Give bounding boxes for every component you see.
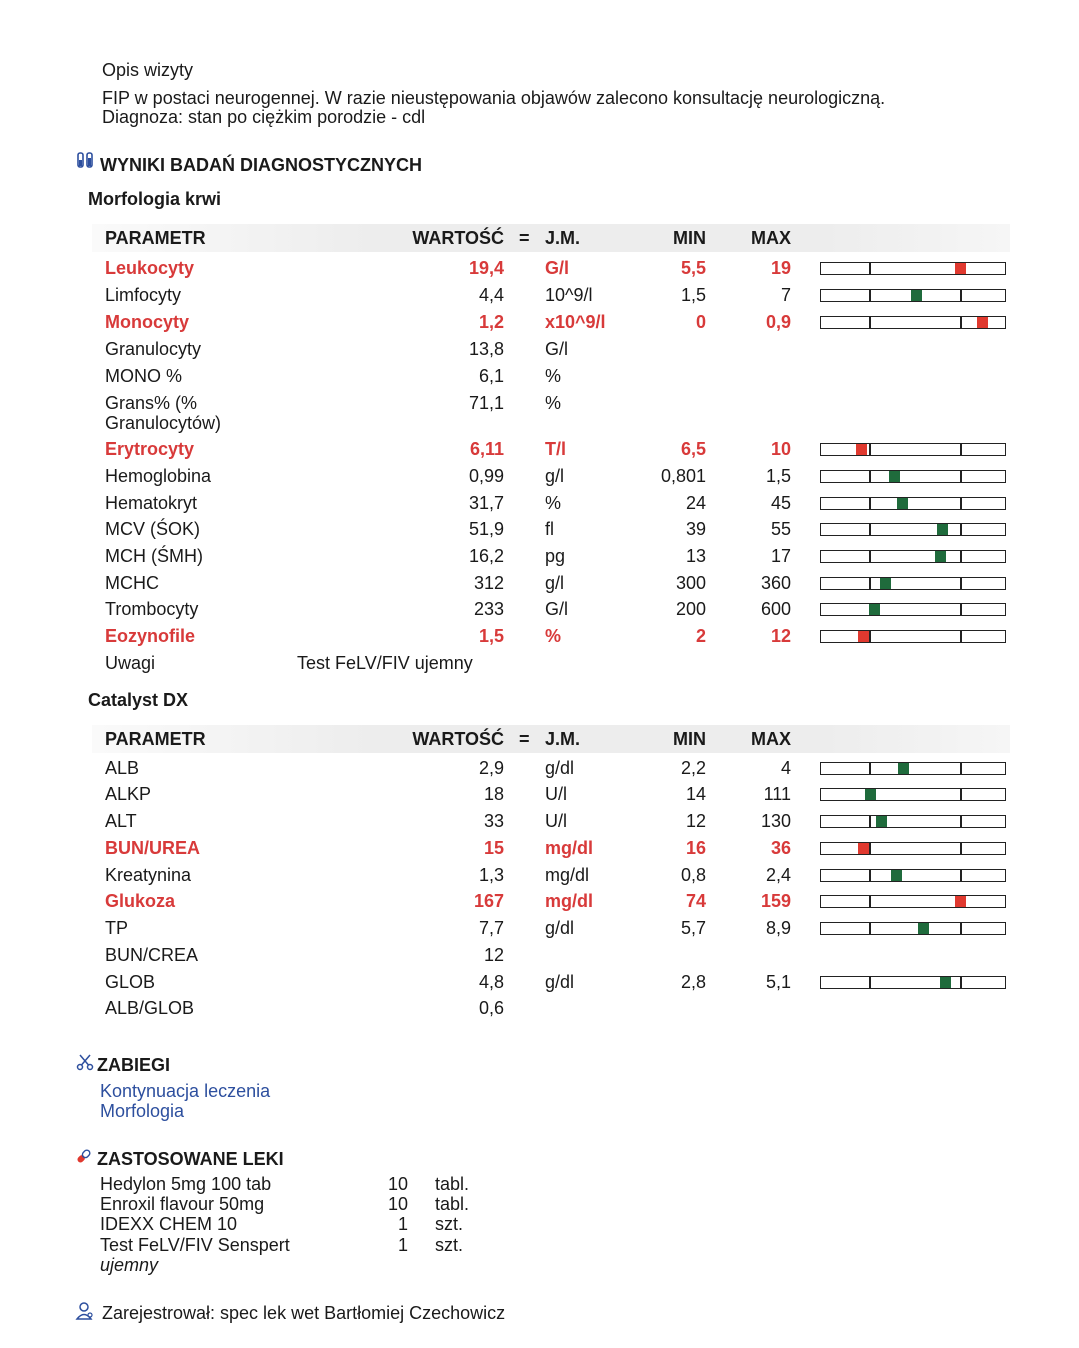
range-bar-divider — [869, 471, 871, 482]
param-name: ALT — [105, 811, 137, 831]
visit-diagnosis: Diagnoza: stan po ciężkim porodzie - cdl — [102, 107, 426, 127]
param-value: 33 — [483, 811, 504, 831]
range-bar-divider — [869, 816, 871, 827]
param-max: 5,1 — [765, 972, 791, 992]
param-value: 16,2 — [468, 546, 504, 566]
doctor-icon — [75, 1301, 95, 1321]
range-bar-divider — [869, 896, 871, 907]
range-bar-marker — [876, 816, 887, 827]
param-unit: G/l — [545, 258, 570, 278]
param-value: 71,1 — [468, 393, 504, 413]
range-bar — [820, 497, 1006, 510]
param-min: 24 — [685, 493, 706, 513]
param-max: 7 — [780, 285, 791, 305]
param-value: 18 — [483, 784, 504, 804]
param-min: 2,8 — [680, 972, 706, 992]
range-bar-divider — [960, 290, 962, 301]
param-min: 0,801 — [660, 466, 706, 486]
param-name: Monocyty — [105, 312, 190, 332]
range-bar-divider — [869, 551, 871, 562]
param-name: Hematokryt — [105, 493, 198, 513]
param-min: 74 — [685, 891, 706, 911]
param-min: 5,5 — [680, 258, 706, 278]
param-min: 12 — [685, 811, 706, 831]
header-param: PARAMETR — [105, 228, 206, 248]
range-bar-marker — [977, 317, 988, 328]
range-bar-divider — [960, 551, 962, 562]
param-min: 2 — [695, 626, 706, 646]
header-unit: J.M. — [545, 729, 581, 749]
range-bar-divider — [960, 789, 962, 800]
param-max: 360 — [760, 573, 791, 593]
param-name: BUN/UREA — [105, 838, 201, 858]
range-bar — [820, 289, 1006, 302]
range-bar-divider — [960, 578, 962, 589]
param-value: 0,6 — [478, 998, 504, 1018]
param-name: Erytrocyty — [105, 439, 195, 459]
visit-description: FIP w postaci neurogennej. W razie nieustępowania objawów zalecono konsultację neurologiczną. — [102, 88, 886, 108]
param-unit: U/l — [545, 784, 567, 804]
param-min: 300 — [675, 573, 706, 593]
param-name: Limfocyty — [105, 285, 182, 305]
param-min: 1,5 — [680, 285, 706, 305]
param-name: Granulocyty — [105, 339, 202, 359]
range-bar-marker — [891, 870, 902, 881]
param-max: 55 — [770, 519, 791, 539]
range-bar — [820, 630, 1006, 643]
range-bar — [820, 550, 1006, 563]
range-bar — [820, 262, 1006, 275]
header-eq: = — [519, 729, 530, 749]
range-bar — [820, 976, 1006, 989]
param-name: Eozynofile — [105, 626, 196, 646]
param-name-cont: Granulocytów) — [105, 413, 222, 433]
range-bar — [820, 922, 1006, 935]
range-bar-divider — [869, 263, 871, 274]
param-unit: T/l — [545, 439, 566, 459]
param-max: 2,4 — [765, 865, 791, 885]
param-unit: g/l — [545, 573, 565, 593]
param-name: BUN/CREA — [105, 945, 199, 965]
range-bar — [820, 603, 1006, 616]
header-min: MIN — [673, 228, 706, 248]
param-unit: % — [545, 493, 562, 513]
param-unit: x10^9/l — [545, 312, 606, 332]
range-bar-divider — [960, 471, 962, 482]
morfologia-title: Morfologia krwi — [88, 189, 222, 209]
param-value: 1,5 — [478, 626, 504, 646]
header-unit: J.M. — [545, 228, 581, 248]
header-max: MAX — [751, 228, 791, 248]
param-unit: pg — [545, 546, 566, 566]
param-min: 5,7 — [680, 918, 706, 938]
param-max: 10 — [770, 439, 791, 459]
drug-unit: szt. — [435, 1235, 464, 1255]
drug-name: Hedylon 5mg 100 tab — [100, 1174, 272, 1194]
param-min: 39 — [685, 519, 706, 539]
range-bar — [820, 842, 1006, 855]
param-max: 0,9 — [765, 312, 791, 332]
drugs-title: ZASTOSOWANE LEKI — [97, 1149, 284, 1169]
param-name: MCHC — [105, 573, 159, 593]
param-name: MCV (ŚOK) — [105, 519, 201, 539]
range-bar-divider — [960, 977, 962, 988]
drug-name: Test FeLV/FIV Senspert — [100, 1235, 290, 1255]
procedure-item: Kontynuacja leczenia — [100, 1081, 271, 1101]
header-eq: = — [519, 228, 530, 248]
drug-note: ujemny — [100, 1255, 159, 1275]
range-bar-marker — [955, 896, 966, 907]
range-bar-marker — [858, 843, 869, 854]
param-max: 12 — [770, 626, 791, 646]
param-unit: % — [545, 626, 562, 646]
drug-unit: tabl. — [435, 1194, 470, 1214]
param-name: Glukoza — [105, 891, 176, 911]
param-max: 36 — [770, 838, 791, 858]
range-bar-divider — [960, 604, 962, 615]
range-bar — [820, 869, 1006, 882]
param-unit: G/l — [545, 599, 569, 619]
param-min: 6,5 — [680, 439, 706, 459]
param-value: 4,8 — [478, 972, 504, 992]
header-param: PARAMETR — [105, 729, 206, 749]
param-name: GLOB — [105, 972, 156, 992]
catalyst-table-header — [0, 729, 1079, 751]
catalyst-title: Catalyst DX — [88, 690, 189, 710]
range-bar-divider — [869, 578, 871, 589]
param-name: MONO % — [105, 366, 183, 386]
param-unit: 10^9/l — [545, 285, 593, 305]
param-value: 13,8 — [468, 339, 504, 359]
range-bar-marker — [889, 471, 900, 482]
range-bar-marker — [880, 578, 891, 589]
range-bar-divider — [869, 923, 871, 934]
notes-label: Uwagi — [105, 653, 156, 673]
range-bar-divider — [869, 290, 871, 301]
drug-qty: 10 — [387, 1194, 408, 1214]
range-bar-divider — [869, 843, 871, 854]
param-unit: g/dl — [545, 972, 575, 992]
param-unit: U/l — [545, 811, 567, 831]
range-bar-divider — [960, 317, 962, 328]
param-max: 45 — [770, 493, 791, 513]
range-bar-marker — [858, 631, 869, 642]
param-value: 0,99 — [468, 466, 504, 486]
drug-name: IDEXX CHEM 10 — [100, 1214, 238, 1234]
param-value: 31,7 — [468, 493, 504, 513]
param-value: 19,4 — [468, 258, 504, 278]
range-bar — [820, 815, 1006, 828]
range-bar-divider — [869, 870, 871, 881]
range-bar — [820, 316, 1006, 329]
param-name: Trombocyty — [105, 599, 199, 619]
param-unit: G/l — [545, 339, 569, 359]
param-max: 19 — [770, 258, 791, 278]
param-name: Leukocyty — [105, 258, 195, 278]
scissors-icon — [76, 1053, 94, 1071]
param-min: 16 — [685, 838, 706, 858]
visit-title: Opis wizyty — [102, 60, 194, 80]
drug-qty: 1 — [397, 1235, 408, 1255]
header-value: WARTOŚĆ — [412, 729, 504, 749]
header-max: MAX — [751, 729, 791, 749]
range-bar-divider — [960, 843, 962, 854]
range-bar — [820, 577, 1006, 590]
range-bar — [820, 762, 1006, 775]
range-bar-marker — [918, 923, 929, 934]
param-unit: % — [545, 393, 562, 413]
range-bar-divider — [869, 317, 871, 328]
param-max: 1,5 — [765, 466, 791, 486]
param-value: 6,11 — [469, 439, 504, 459]
param-value: 2,9 — [478, 758, 504, 778]
range-bar-divider — [869, 498, 871, 509]
pill-icon — [75, 1147, 93, 1165]
range-bar-divider — [960, 631, 962, 642]
range-bar-divider — [960, 923, 962, 934]
param-name: TP — [105, 918, 129, 938]
param-name: MCH (ŚMH) — [105, 546, 203, 566]
param-min: 13 — [685, 546, 706, 566]
param-unit: g/dl — [545, 758, 575, 778]
param-value: 7,7 — [478, 918, 504, 938]
param-value: 6,1 — [478, 366, 504, 386]
param-name: Grans% (% — [105, 393, 198, 413]
param-name: ALB — [105, 758, 140, 778]
range-bar — [820, 788, 1006, 801]
range-bar-marker — [937, 524, 948, 535]
notes-value: Test FeLV/FIV ujemny — [297, 653, 473, 673]
param-value: 15 — [483, 838, 504, 858]
range-bar-marker — [898, 763, 909, 774]
param-name: ALKP — [105, 784, 152, 804]
param-name: Hemoglobina — [105, 466, 212, 486]
morfologia-table-header — [0, 228, 1079, 250]
range-bar-marker — [911, 290, 922, 301]
range-bar-divider — [960, 870, 962, 881]
param-value: 1,2 — [478, 312, 504, 332]
param-max: 17 — [770, 546, 791, 566]
param-name: ALB/GLOB — [105, 998, 195, 1018]
param-min: 200 — [675, 599, 706, 619]
param-value: 167 — [473, 891, 504, 911]
registered-by: Zarejestrował: spec lek wet Bartłomiej Czechowicz — [102, 1303, 506, 1323]
range-bar-divider — [960, 763, 962, 774]
param-max: 159 — [760, 891, 791, 911]
range-bar-divider — [960, 524, 962, 535]
param-unit: g/dl — [545, 918, 575, 938]
range-bar — [820, 443, 1006, 456]
drug-qty: 1 — [397, 1214, 408, 1234]
drug-name: Enroxil flavour 50mg — [100, 1194, 265, 1214]
range-bar-divider — [869, 524, 871, 535]
param-value: 51,9 — [468, 519, 504, 539]
param-min: 14 — [685, 784, 706, 804]
param-max: 8,9 — [765, 918, 791, 938]
results-section-title: WYNIKI BADAŃ DIAGNOSTYCZNYCH — [100, 155, 422, 175]
drug-unit: szt. — [435, 1214, 464, 1234]
param-unit: mg/dl — [545, 865, 590, 885]
param-max: 111 — [763, 784, 791, 804]
param-min: 2,2 — [680, 758, 706, 778]
param-value: 233 — [473, 599, 504, 619]
param-unit: fl — [545, 519, 554, 539]
param-unit: mg/dl — [545, 891, 593, 911]
test-tubes-icon — [76, 151, 96, 171]
range-bar-marker — [940, 977, 951, 988]
param-min: 0,8 — [680, 865, 706, 885]
range-bar — [820, 470, 1006, 483]
param-value: 12 — [483, 945, 504, 965]
range-bar-marker — [955, 263, 966, 274]
range-bar — [820, 895, 1006, 908]
param-max: 600 — [760, 599, 791, 619]
param-value: 1,3 — [478, 865, 504, 885]
range-bar-divider — [960, 498, 962, 509]
range-bar-marker — [856, 444, 867, 455]
drug-unit: tabl. — [435, 1174, 470, 1194]
param-unit: % — [545, 366, 562, 386]
param-min: 0 — [695, 312, 706, 332]
procedures-title: ZABIEGI — [97, 1055, 171, 1075]
param-name: Kreatynina — [105, 865, 192, 885]
range-bar — [820, 523, 1006, 536]
range-bar-divider — [960, 816, 962, 827]
range-bar-marker — [897, 498, 908, 509]
param-unit: mg/dl — [545, 838, 593, 858]
param-value: 312 — [473, 573, 504, 593]
drug-qty: 10 — [387, 1174, 408, 1194]
range-bar-marker — [869, 604, 880, 615]
param-max: 130 — [760, 811, 791, 831]
header-min: MIN — [673, 729, 706, 749]
range-bar-divider — [869, 763, 871, 774]
range-bar-marker — [865, 789, 876, 800]
header-value: WARTOŚĆ — [412, 228, 504, 248]
procedure-item: Morfologia — [100, 1101, 185, 1121]
range-bar-divider — [869, 444, 871, 455]
range-bar-divider — [869, 977, 871, 988]
range-bar-divider — [869, 631, 871, 642]
range-bar-marker — [935, 551, 946, 562]
param-value: 4,4 — [478, 285, 504, 305]
param-max: 4 — [780, 758, 791, 778]
param-unit: g/l — [545, 466, 565, 486]
range-bar-divider — [960, 444, 962, 455]
